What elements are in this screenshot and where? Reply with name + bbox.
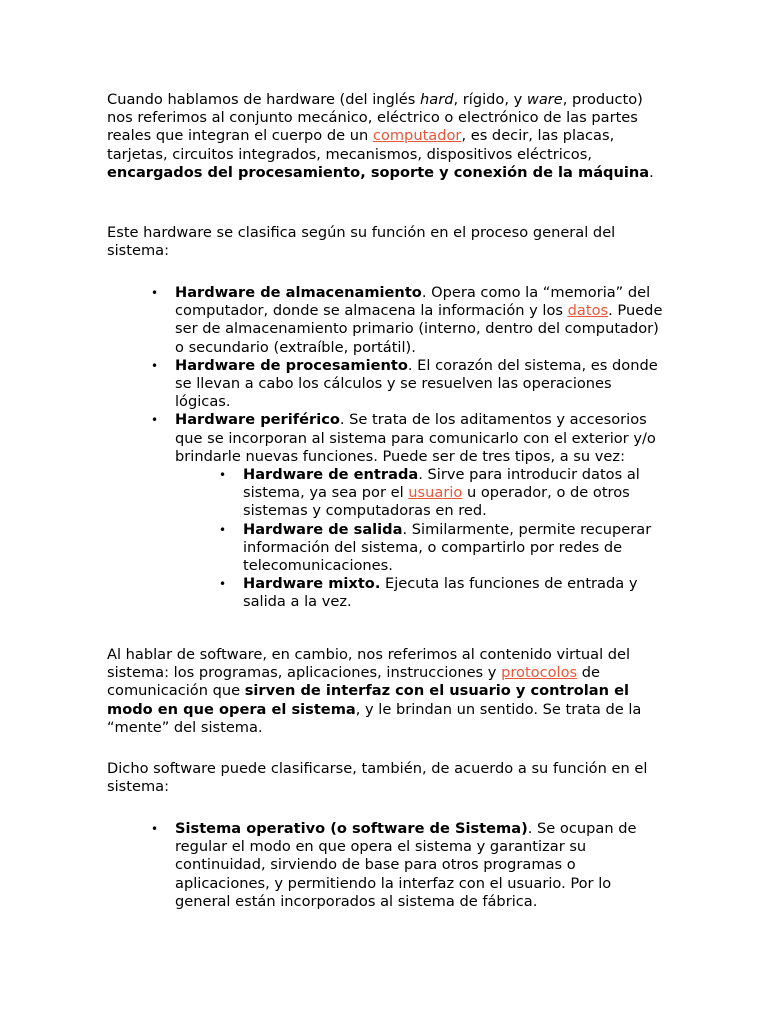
text: Ejecuta las funciones de entrada y salida a la vez. <box>243 575 638 611</box>
item-title: Hardware de almacenamiento <box>175 284 422 301</box>
bold-text: encargados del procesamiento, soporte y conexión de la máquina <box>107 163 650 181</box>
text: . Se ocupan de regular el modo en que opera el sistema y garantizar su continuidad, sirviendo de base para otros programas o aplicaciones, y permitiendo la interfaz con el usuario. Por lo general están incorporados al sistema de fábrica. <box>175 820 637 910</box>
protocolos-link[interactable]: protocolos <box>501 664 578 682</box>
italic-term: ware <box>526 91 563 108</box>
item-title: Hardware mixto. <box>243 575 381 593</box>
software-types-list <box>175 820 665 911</box>
item-title: Hardware de salida <box>243 520 403 538</box>
computador-link[interactable]: computador <box>372 127 462 145</box>
list-item-output <box>243 521 665 576</box>
text: . Se trata de los aditamentos y accesorios que se incorporan al sistema para comunicarlo con el exterior y/o brindarle nuevas funciones. Puede ser de tres tipos, a su vez: <box>175 411 656 465</box>
hardware-intro-paragraph <box>107 91 663 182</box>
text: , es decir, las placas, tarjetas, circuitos integrados, mecanismos, dispositivos eléctricos, <box>107 127 615 163</box>
text: , rígido, y <box>453 91 527 108</box>
text: Al hablar de software, en cambio, nos referimos al contenido virtual del sistema: los programas, aplicaciones, instrucciones y <box>107 646 631 682</box>
software-classification-paragraph <box>107 760 663 796</box>
text: . Sirve para introducir datos al sistema, ya sea por el <box>243 466 640 502</box>
bold-text: sirven de interfaz con el usuario y controlan el modo en que opera el sistema <box>107 682 629 718</box>
list-item-storage <box>175 284 665 357</box>
text: Cuando hablamos de hardware (del inglés <box>107 91 421 108</box>
software-intro-paragraph <box>107 646 663 737</box>
list-item-processing <box>175 357 665 412</box>
item-title: Sistema operativo (o software de Sistema) <box>175 820 528 837</box>
text: . Similarmente, permite recuperar información del sistema, o compartirlo por redes de telecomunicaciones. <box>243 520 652 575</box>
item-title: Hardware de entrada <box>243 466 419 484</box>
item-title: Hardware de procesamiento <box>175 356 408 374</box>
text: de comunicación que <box>107 664 601 700</box>
item-title: Hardware periférico <box>175 411 340 429</box>
datos-link[interactable]: datos <box>567 302 609 320</box>
peripheral-types-list <box>175 466 665 612</box>
list-item-mixed <box>243 575 665 611</box>
hardware-classification-paragraph <box>107 224 663 260</box>
text: . Puede ser de almacenamiento primario (interno, dentro del computador) o secundario (extraíble, portátil). <box>175 302 663 356</box>
text: u operador, o de otros sistemas y computadoras en red. <box>243 484 630 520</box>
list-item-peripheral <box>175 411 665 611</box>
list-item-input <box>243 466 665 521</box>
text: . <box>649 163 654 181</box>
text: , y le brindan un sentido. Se trata de la “mente” del sistema. <box>107 700 642 736</box>
list-item-operating-system <box>175 820 665 911</box>
hardware-types-list <box>175 284 665 612</box>
text: , producto) nos referimos al conjunto mecánico, eléctrico o electrónico de las partes reales que integran el cuerpo de un <box>107 91 643 145</box>
text: . Opera como la “memoria” del computador, donde se almacena la información y los <box>175 284 651 320</box>
usuario-link[interactable]: usuario <box>408 484 463 502</box>
text: Dicho software puede clasificarse, también, de acuerdo a su función en el sistema: <box>107 760 648 796</box>
text: Este hardware se clasifica según su función en el proceso general del sistema: <box>107 224 616 260</box>
italic-term: hard <box>420 91 454 108</box>
text: . El corazón del sistema, es donde se llevan a cabo los cálculos y se resuelven las operaciones lógicas. <box>175 356 658 411</box>
